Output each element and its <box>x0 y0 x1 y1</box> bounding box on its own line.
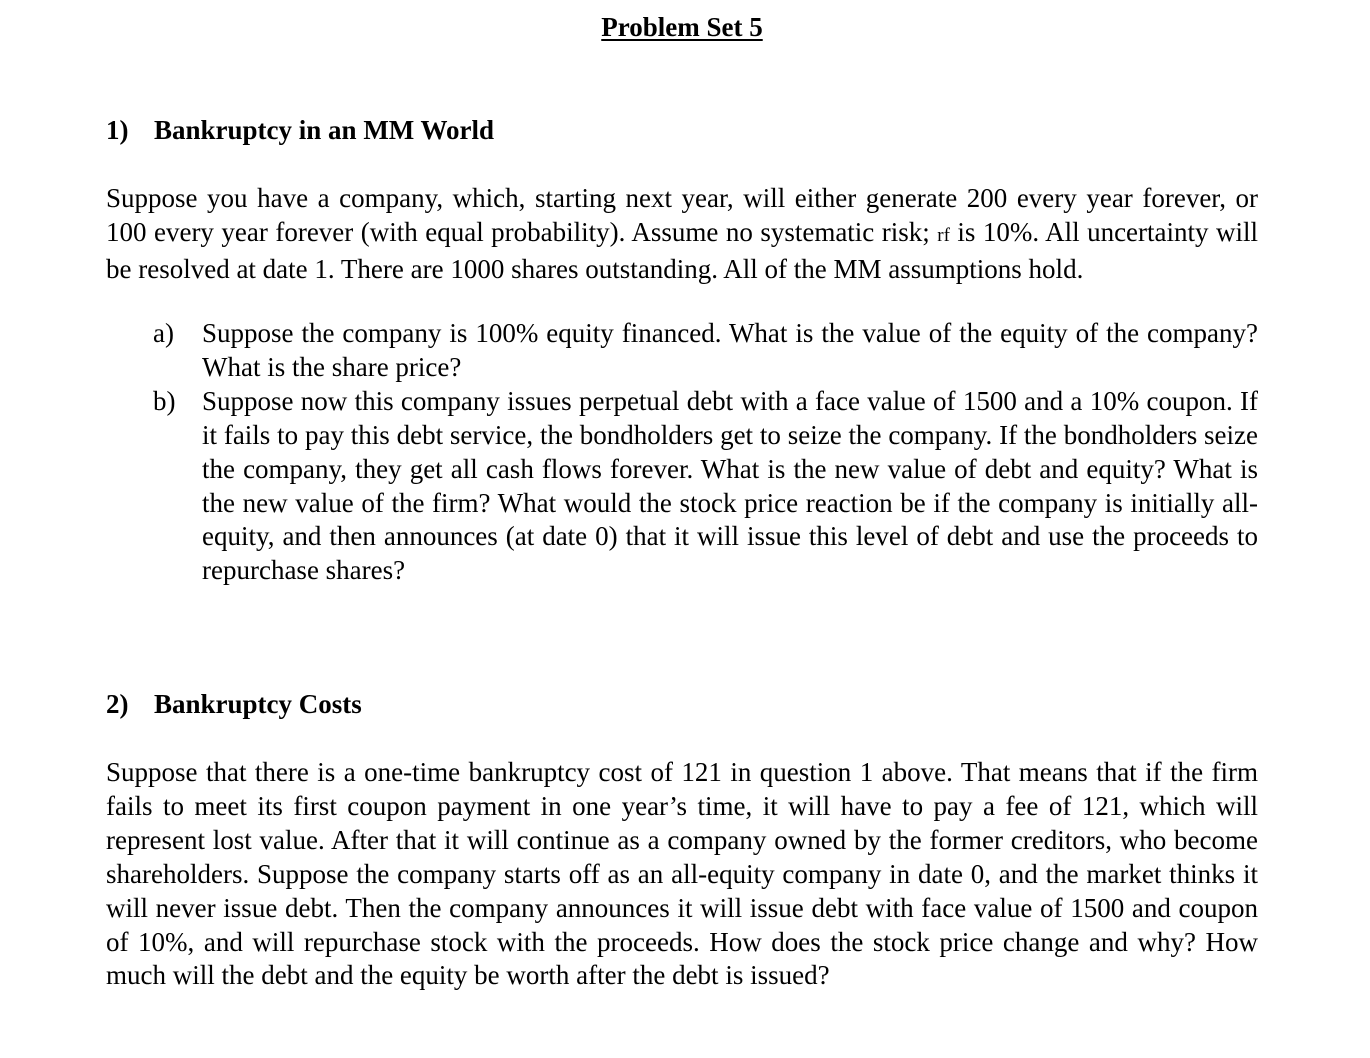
question-1-part-b <box>106 385 1258 588</box>
question-2-body: Suppose that there is a one-time bankruptcy cost of 121 in question 1 above. That means that if the firm fails to meet its first coupon payment in one year’s time, it will have to pay a fee of 121, which will represent lost value. After that it will continue as a company owned by the former creditors, who become shareholders. Suppose the company starts off as an all-equity company in date 0, and the market thinks it will never issue debt. Then the company announces it will issue debt with face value of 1500 and coupon of 10%, and will repurchase stock with the proceeds. How does the stock price change and why? How much will the debt and the equity be worth after the debt is issued? <box>106 757 1258 991</box>
question-1-intro-text-a: Suppose you have a company, which, starting next year, will either generate 200 every year forever, or 100 every year forever (with equal probability). Assume no systematic risk; <box>106 183 1258 247</box>
question-1-heading <box>106 115 494 146</box>
question-1-title: Bankruptcy in an MM World <box>154 115 495 145</box>
part-b-marker: b) <box>153 385 176 416</box>
question-1-part-a <box>106 317 1258 385</box>
part-a-marker: a) <box>153 318 174 348</box>
question-2-number: 2) <box>106 689 129 719</box>
question-1-intro <box>106 182 1258 287</box>
question-2-heading <box>106 689 362 720</box>
question-2-title: Bankruptcy Costs <box>154 689 362 719</box>
question-1-parts <box>106 317 1258 588</box>
question-1-number: 1) <box>106 115 129 145</box>
question-1-intro-text-b: is 10%. All uncertainty will be resolved at date 1. There are 1000 shares outstanding. All of the MM assumptions hold. <box>106 216 1258 284</box>
part-b-text: Suppose now this company issues perpetual debt with a face value of 1500 and a 10% coupon. If it fails to pay this debt service, the bondholders get to seize the company. If the bondholders seize the company, they get all cash flows forever. What is the new value of debt and equity? What is the new value of the firm? What would the stock price reaction be if the company is initially all-equity, and then announces (at date 0) that it will issue this level of debt and use the proceeds to repurchase shares? <box>202 385 1258 586</box>
part-a-text: Suppose the company is 100% equity financed. What is the value of the equity of the company? What is the share price? <box>202 318 1258 382</box>
risk-free-rate-symbol: rf <box>937 224 950 246</box>
page-title: Problem Set 5 <box>601 12 763 42</box>
